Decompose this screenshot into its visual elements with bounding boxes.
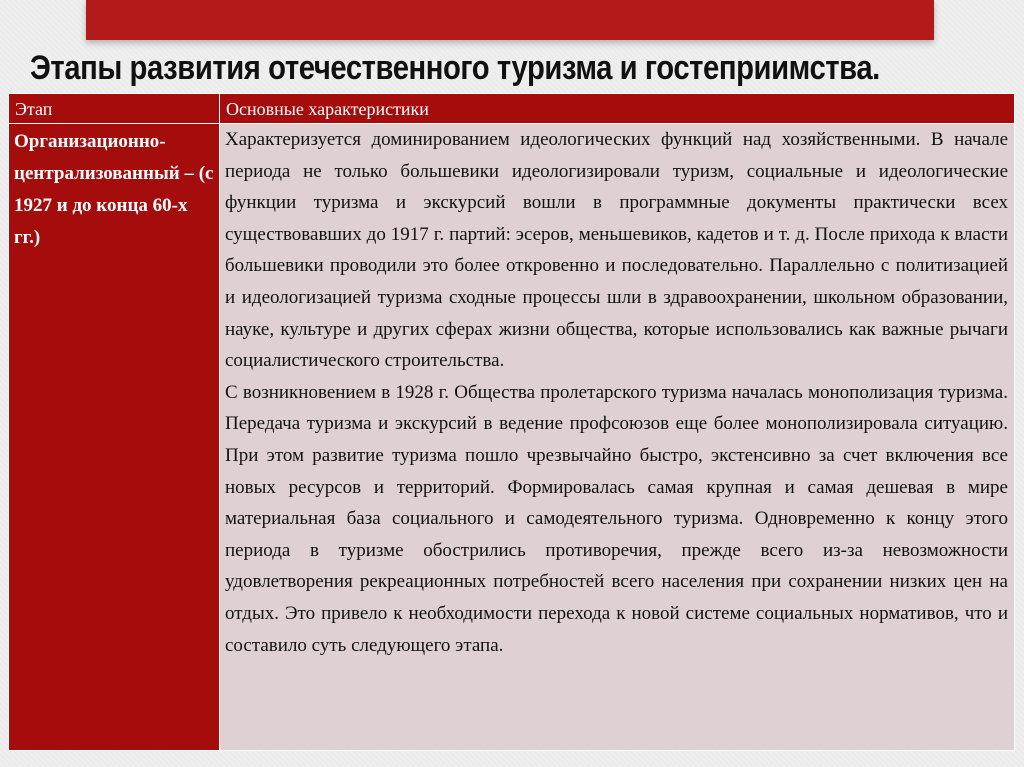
description-paragraph-2: С возникновением в 1928 г. Общества пролетарского туризма началась монополизация туризма. Передача туризма и экскурсий в ведение профсоюзов еще более монополизировала ситуацию. При этом развитие туризма пошло чрезвычайно быстро, экстенсивно за счет включения все новых ресурсов и территорий. Формировалась самая крупная и самая дешевая в мире материальная база социального и самодеятельного туризма. Одновременно к концу этого периода в туризме обострились противоречия, прежде всего из-за невозможности удовлетворения рекреационных потребностей всего населения при сохранении низких цен на отдых. Это привело к необходимости перехода к новой системе социальных нормативов, что и составило суть следующего этапа.: [225, 381, 1008, 656]
stage-name-cell: Организационно-централизованный – (с 1927 и до конца 60-х гг.): [9, 124, 220, 751]
table-row: [9, 124, 1015, 751]
table-header-row: [9, 94, 1015, 124]
header-characteristics: Основные характеристики: [220, 94, 1015, 124]
description-paragraph-1: Характеризуется доминированием идеологических функций над хозяйственными. В начале периода не только большевики идеологизировали туризм, социальные и идеологические функции туризма и экскурсий вошли в программные документы практически всех существовавших до 1917 г. партий: эсеров, меньшевиков, кадетов и т. д. После прихода к власти большевики проводили это более откровенно и последовательно. Параллельно с политизацией и идеологизацией туризма сходные процессы шли в здравоохранении, школьном образовании, науке, культуре и других сферах жизни общества, которые использовались как важные рычаги социалистического строительства.: [225, 129, 1008, 372]
stages-table: [8, 93, 1015, 751]
description-cell: [220, 124, 1015, 751]
slide-title: Этапы развития отечественного туризма и гостеприимства.: [30, 49, 880, 87]
top-accent-bar: [86, 0, 934, 40]
header-stage: Этап: [9, 94, 220, 124]
